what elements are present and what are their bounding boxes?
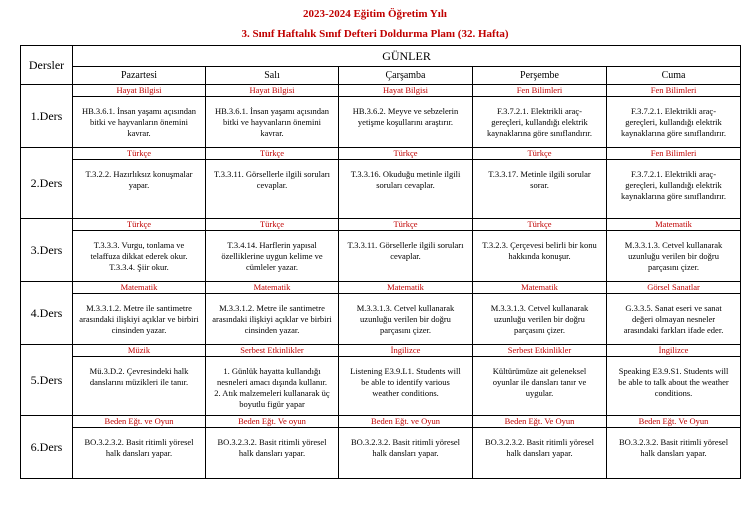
- lesson-label: 2.Ders: [21, 148, 73, 219]
- lesson-label: 4.Ders: [21, 282, 73, 345]
- day-header-thursday: Perşembe: [473, 67, 607, 85]
- subject-label: Görsel Sanatlar: [607, 282, 740, 294]
- outcome-text: T.3.3.17. Metinle ilgili sorular sorar.: [488, 169, 591, 190]
- plan-cell-thursday: [473, 148, 607, 219]
- outcome-text: HB.3.6.2. Meyve ve sebzelerin yetişme koşullarını araştırır.: [352, 106, 459, 127]
- outcome-text: G.3.3.5. Sanat eseri ve sanat değeri olmayan nesneler arasındaki farkları ifade eder.: [623, 303, 724, 335]
- plan-cell-friday: [607, 148, 741, 219]
- plan-cell-wednesday: [339, 148, 473, 219]
- outcome-text: M.3.3.1.3. Cetvel kullanarak uzunluğu verilen bir doğru parçasını çizer.: [356, 303, 455, 335]
- plan-cell-tuesday: [206, 148, 339, 219]
- subject-label: Beden Eğt. ve Oyun: [339, 416, 472, 428]
- plan-cell-thursday: [473, 85, 607, 148]
- plan-cell-thursday: [473, 282, 607, 345]
- plan-cell-thursday: [473, 219, 607, 282]
- plan-cell-wednesday: [339, 219, 473, 282]
- outcome-text: T.3.3.11. Görsellerle ilgili soruları cevaplar.: [347, 240, 464, 261]
- outcome-text: M.3.3.1.3. Cetvel kullanarak uzunluğu verilen bir doğru parçasını çizer.: [624, 240, 723, 272]
- lessons-header: Dersler: [21, 46, 73, 85]
- plan-cell-wednesday: [339, 416, 473, 479]
- day-header-tuesday: Salı: [206, 67, 339, 85]
- subject-label: İngilizce: [339, 345, 472, 357]
- outcome-text: BO.3.2.3.2. Basit ritimli yöresel halk dansları yapar.: [350, 437, 461, 458]
- lesson-label: 6.Ders: [21, 416, 73, 479]
- lesson-row: [21, 282, 741, 345]
- outcome-text: HB.3.6.1. İnsan yaşamı açısından bitki ve hayvanların önemini kavrar.: [214, 106, 330, 138]
- outcome-text: HB.3.6.1. İnsan yaşamı açısından bitki ve hayvanların önemini kavrar.: [81, 106, 197, 138]
- outcome-text: T.3.3.16. Okuduğu metinle ilgili soruları cevaplar.: [350, 169, 461, 190]
- lesson-row: [21, 85, 741, 148]
- outcome-text: BO.3.2.3.2. Basit ritimli yöresel halk dansları yapar.: [217, 437, 327, 458]
- subject-label: Türkçe: [473, 148, 606, 160]
- plan-cell-friday: [607, 282, 741, 345]
- subject-label: İngilizce: [607, 345, 740, 357]
- outcome-text: F.3.7.2.1. Elektrikli araç- gereçleri, kullandığı elektrik kaynaklarına göre sınıflandırır.: [621, 106, 727, 138]
- subject-label: Serbest Etkinlikler: [473, 345, 606, 357]
- lesson-row: [21, 219, 741, 282]
- plan-cell-monday: [73, 219, 206, 282]
- subject-label: Türkçe: [206, 219, 338, 231]
- outcome-text: Speaking E3.9.S1. Students will be able to talk about the weather conditions.: [618, 366, 729, 398]
- outcome-text: F.3.7.2.1. Elektrikli araç- gereçleri, kullandığı elektrik kaynaklarına göre sınıflandırır.: [621, 169, 727, 201]
- lesson-row: [21, 345, 741, 416]
- outcome-text: T.3.2.3. Çerçevesi belirli bir konu hakkında konuşur.: [482, 240, 597, 261]
- subject-label: Türkçe: [73, 219, 205, 231]
- year-title: 2023-2024 Eğitim Öğretim Yılı: [303, 8, 447, 20]
- lesson-row: [21, 148, 741, 219]
- outcome-text: Kültürümüze ait geleneksel oyunlar ile dansları tanır ve uygular.: [492, 366, 587, 398]
- plan-cell-monday: [73, 85, 206, 148]
- plan-cell-friday: [607, 219, 741, 282]
- subject-label: Müzik: [73, 345, 205, 357]
- subject-label: Serbest Etkinlikler: [206, 345, 338, 357]
- lesson-label: 3.Ders: [21, 219, 73, 282]
- lesson-label: 5.Ders: [21, 345, 73, 416]
- plan-cell-friday: [607, 416, 741, 479]
- outcome-text: T.3.2.2. Hazırlıksız konuşmalar yapar.: [85, 169, 193, 190]
- plan-cell-monday: [73, 282, 206, 345]
- subject-label: Matematik: [73, 282, 205, 294]
- plan-body: [21, 85, 741, 479]
- plan-cell-monday: [73, 148, 206, 219]
- plan-cell-wednesday: [339, 345, 473, 416]
- plan-cell-monday: [73, 345, 206, 416]
- subject-label: Matematik: [473, 282, 606, 294]
- outcome-text: T.3.3.11. Görsellerle ilgili soruları cevaplar.: [214, 169, 330, 190]
- outcome-text: Mü.3.D.2. Çevresindeki halk danslarını müzikleri ile tanır.: [89, 366, 189, 387]
- plan-cell-thursday: [473, 345, 607, 416]
- plan-cell-tuesday: [206, 219, 339, 282]
- plan-cell-tuesday: [206, 282, 339, 345]
- outcome-text: T.3.4.14. Harflerin yapısal özelliklerine uygun kelime ve cümleler yazar.: [221, 240, 323, 272]
- plan-cell-friday: [607, 345, 741, 416]
- plan-cell-wednesday: [339, 282, 473, 345]
- plan-cell-tuesday: [206, 85, 339, 148]
- subject-label: Beden Eğt. Ve Oyun: [607, 416, 740, 428]
- outcome-text: F.3.7.2.1. Elektrikli araç- gereçleri, kullandığı elektrik kaynaklarına göre sınıflandırır.: [486, 106, 593, 138]
- outcome-text: BO.3.2.3.2. Basit ritimli yöresel halk dansları yapar.: [84, 437, 194, 458]
- subject-label: Matematik: [607, 219, 740, 231]
- outcome-text: M.3.3.1.2. Metre ile santimetre arasındaki ilişkiyi açıklar ve birbiri cinsinden yazar.: [212, 303, 332, 335]
- day-header-monday: Pazartesi: [73, 67, 206, 85]
- subject-label: Hayat Bilgisi: [206, 85, 338, 97]
- subject-label: Matematik: [339, 282, 472, 294]
- plan-cell-wednesday: [339, 85, 473, 148]
- subject-label: Türkçe: [473, 219, 606, 231]
- outcome-text: M.3.3.1.3. Cetvel kullanarak uzunluğu verilen bir doğru parçasını çizer.: [490, 303, 589, 335]
- subject-label: Fen Bilimleri: [607, 85, 740, 97]
- day-header-friday: Cuma: [607, 67, 741, 85]
- subject-label: Hayat Bilgisi: [73, 85, 205, 97]
- outcome-text: M.3.3.1.2. Metre ile santimetre arasındaki ilişkiyi açıklar ve birbiri cinsinden yazar.: [79, 303, 199, 335]
- subject-label: Beden Eğt. ve Oyun: [73, 416, 205, 428]
- plan-title: 3. Sınıf Haftalık Sınıf Defteri Doldurma Planı (32. Hafta): [241, 28, 509, 40]
- subject-label: Fen Bilimleri: [607, 148, 740, 160]
- subject-label: Türkçe: [339, 219, 472, 231]
- weekly-plan-table: [20, 45, 741, 479]
- subject-label: Matematik: [206, 282, 338, 294]
- plan-cell-tuesday: [206, 345, 339, 416]
- subject-label: Türkçe: [339, 148, 472, 160]
- subject-label: Hayat Bilgisi: [339, 85, 472, 97]
- plan-cell-monday: [73, 416, 206, 479]
- lesson-label: 1.Ders: [21, 85, 73, 148]
- plan-cell-thursday: [473, 416, 607, 479]
- days-header: GÜNLER: [73, 46, 741, 67]
- plan-cell-friday: [607, 85, 741, 148]
- subject-label: Türkçe: [206, 148, 338, 160]
- subject-label: Fen Bilimleri: [473, 85, 606, 97]
- outcome-text: BO.3.2.3.2. Basit ritimli yöresel halk dansları yapar.: [484, 437, 595, 458]
- subject-label: Türkçe: [73, 148, 205, 160]
- subject-label: Beden Eğt. Ve oyun: [206, 416, 338, 428]
- day-header-wednesday: Çarşamba: [339, 67, 473, 85]
- outcome-text: Listening E3.9.L1. Students will be able to identify various weather conditions.: [350, 366, 461, 398]
- lesson-row: [21, 416, 741, 479]
- plan-cell-tuesday: [206, 416, 339, 479]
- outcome-text: BO.3.2.3.2. Basit ritimli yöresel halk dansları yapar.: [618, 437, 729, 458]
- outcome-text: 1. Günlük hayatta kullandığı nesneleri amacı dışında kullanır. 2. Atık malzemeleri kullanarak üç boyutlu figür yapar: [214, 366, 330, 409]
- subject-label: Beden Eğt. Ve Oyun: [473, 416, 606, 428]
- outcome-text: T.3.3.3. Vurgu, tonlama ve telaffuza dikkat ederek okur. T.3.3.4. Şiir okur.: [90, 240, 188, 272]
